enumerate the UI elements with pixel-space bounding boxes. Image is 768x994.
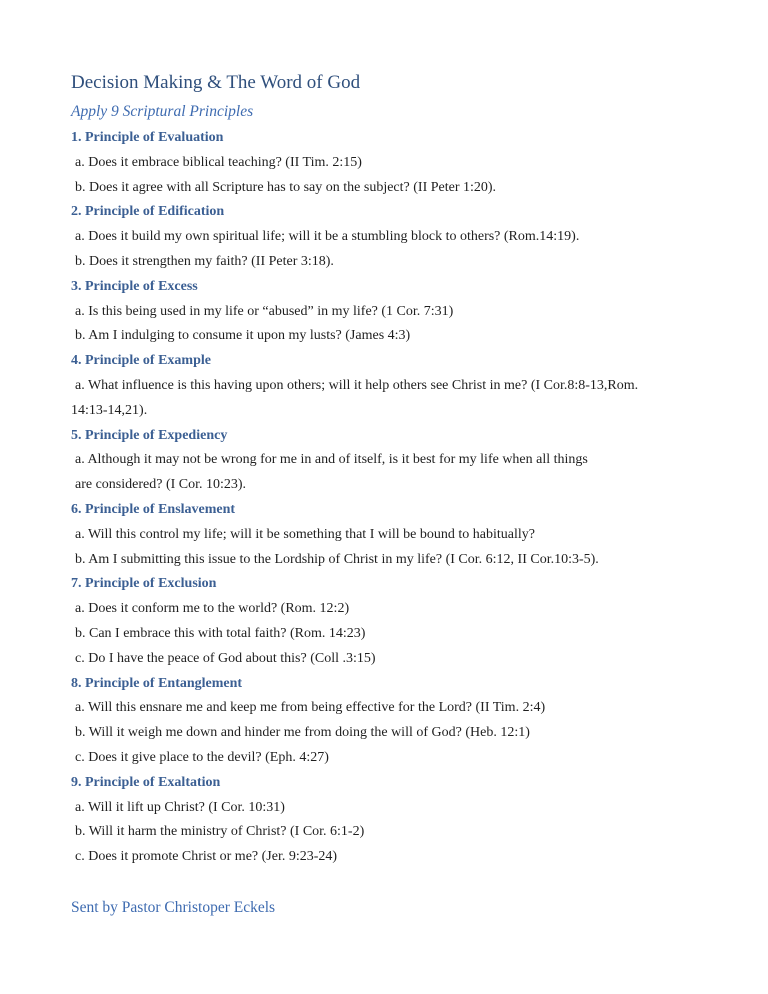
principle-question: b. Will it harm the ministry of Christ? (I Cor. 6:1-2) xyxy=(75,824,365,840)
principle-question: a. Does it embrace biblical teaching? (II Tim. 2:15) xyxy=(75,154,362,170)
principle-question: a. What influence is this having upon others; will it help others see Christ in me? (I Cor.8:8-13,Rom. xyxy=(75,377,639,393)
principles-list xyxy=(71,126,711,870)
principle-question: c. Does it give place to the devil? (Eph. 4:27) xyxy=(75,749,329,765)
principle-question: a. Although it may not be wrong for me in and of itself, is it best for my life when all things xyxy=(75,452,588,468)
principle-heading-excess: 3. Principle of Excess xyxy=(71,278,198,294)
principle-heading-exclusion: 7. Principle of Exclusion xyxy=(71,576,217,592)
principle-question: b. Can I embrace this with total faith? (Rom. 14:23) xyxy=(75,625,366,641)
document-subtitle: Apply 9 Scriptural Principles xyxy=(71,103,254,120)
principle-question: a. Will it lift up Christ? (I Cor. 10:31) xyxy=(75,799,285,815)
principle-question-continuation: 14:13-14,21). xyxy=(71,402,148,418)
principle-question: b. Am I submitting this issue to the Lordship of Christ in my life? (I Cor. 6:12, II Cor.10:3-5). xyxy=(75,551,599,567)
principle-question: a. Does it conform me to the world? (Rom. 12:2) xyxy=(75,601,350,617)
principle-question: b. Does it agree with all Scripture has to say on the subject? (II Peter 1:20). xyxy=(75,179,497,195)
document-title: Decision Making & The Word of God xyxy=(71,72,361,93)
principle-heading-exaltation: 9. Principle of Exaltation xyxy=(71,774,221,790)
principle-question: b. Will it weigh me down and hinder me from doing the will of God? (Heb. 12:1) xyxy=(75,725,530,741)
principle-question: a. Is this being used in my life or “abused” in my life? (1 Cor. 7:31) xyxy=(75,303,454,319)
principle-question-continuation: are considered? (I Cor. 10:23). xyxy=(75,477,247,493)
principle-question: c. Do I have the peace of God about this? (Coll .3:15) xyxy=(75,650,376,666)
principle-question: a. Does it build my own spiritual life; will it be a stumbling block to others? (Rom.14:19). xyxy=(75,229,580,245)
principle-heading-expediency: 5. Principle of Expediency xyxy=(71,427,228,443)
principle-heading-entanglement: 8. Principle of Entanglement xyxy=(71,675,243,691)
document-footer: Sent by Pastor Christoper Eckels xyxy=(71,899,276,916)
principle-heading-edification: 2. Principle of Edification xyxy=(71,204,225,220)
principle-question: c. Does it promote Christ or me? (Jer. 9:23-24) xyxy=(75,849,338,865)
principle-question: b. Does it strengthen my faith? (II Peter 3:18). xyxy=(75,253,334,269)
principle-heading-enslavement: 6. Principle of Enslavement xyxy=(71,501,236,517)
principle-question: a. Will this control my life; will it be something that I will be bound to habitually? xyxy=(75,526,535,542)
principle-heading-example: 4. Principle of Example xyxy=(71,353,211,369)
principle-question: a. Will this ensnare me and keep me from being effective for the Lord? (II Tim. 2:4) xyxy=(75,700,546,716)
principle-heading-evaluation: 1. Principle of Evaluation xyxy=(71,130,224,145)
principle-question: b. Am I indulging to consume it upon my lusts? (James 4:3) xyxy=(75,328,411,344)
